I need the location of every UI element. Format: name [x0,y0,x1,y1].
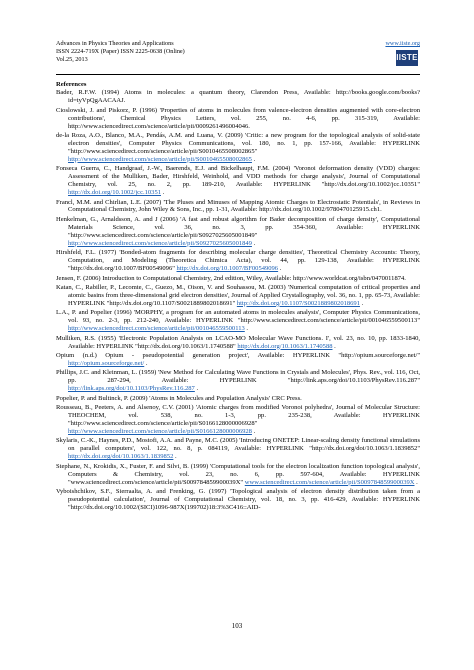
reference-link[interactable]: http://dx.doi.org/10.1107/S0021889802018691 [236,299,360,307]
reference-tail: . [194,385,199,393]
journal-title: Advances in Physics Theories and Applications [56,40,174,47]
reference-tail: . [278,265,282,272]
page-header [56,40,420,74]
reference-tail: . [332,342,336,350]
reference-text: L.A., P. and Popelier (1996) 'MORPHY, a program for an automated atoms in molecules analysis', Computer Physics Communications, vol. 93, no. 2-3, pp. 212-240, Available: HYPERLINK "http://www.sciencedirect.com/science/article/pii/001046559500113" [56,309,420,325]
reference-item [56,275,420,283]
reference-item [56,463,420,487]
reference-link[interactable]: www.sciencedirect.com/science/article/pii/S009784859900039X [244,478,415,486]
reference-item [56,352,420,368]
reference-text: Cioslowski, J. and Piskorz, P. (1996) 'Properties of atoms in molecules from valence-electron densities augmented with core-electron contributions', Chemical Physics Letters, vol. 255, no. 4-6, pp. 315-319, Available: http://www.sciencedirect.com/science/article/pii/0009261496004046. [56,106,420,130]
reference-item [56,199,420,215]
reference-item [56,165,420,197]
reference-link[interactable]: http://dx.doi.org/10.1002/jcc.10351 [68,189,161,197]
reference-text: Stephane, N., Krokidis, X., Fuster, F. and Silvi, B. (1999) 'Computational tools for the electron localization function topological analysis', Computers & Chemistry, vol. 23, no. 6, pp. 597-604, Available: HYPERLINK "www.sciencedirect.com/science/article/pii/S009784859900039X" [56,462,420,486]
reference-text: de-la Roza, A.O., Blanco, M.A., Pendás, A.M. and Luana, V. (2009) 'Critic: a new program for the topological analysis of solid-state electron densities', Computer Physics Communications, vol. 180, no. 1, pp. 157-166, Available: HYPERLINK "http://www.sciencedirect.com/science/article/pii/S0010465508002865" [56,132,420,155]
reference-link[interactable]: http://dx.doi.org/doi/10.1063/1.1839852 [68,453,174,461]
reference-link[interactable]: http://www.sciencedirect.com/science/article/pii/S0010465508002865 [68,155,252,163]
reference-item [56,404,420,436]
reference-link[interactable]: http://dx.doi.org/10.1063/1.1740588 [237,342,333,350]
reference-text: Jensen, F. (2006) Introduction to Computational Chemistry, 2nd edition, Wiley, Available: http://www.worldcat.org/isbn/0470011874. [56,274,406,282]
reference-link[interactable]: http://www.sciencedirect.com/science/article/pii/S0166128000006928 [68,427,252,435]
reference-item [56,437,420,461]
reference-tail: . [173,453,177,461]
reference-tail: . [251,427,256,435]
references-section [56,81,420,513]
page-number: 103 [231,622,243,630]
reference-text: Vyboishchikov, S.F., Sierraalta, A. and Frenking, G. (1997) 'Topological analysis of electron density distribution taken from a pseudopotential calculation', Journal of Computational Chemistry, vol. 18, no. 3, pp. 416-429, Available: HYPERLINK "http://dx.doi.org/10.1002/(SICI)1096-987X(199702)18:3%3C416::AID- [56,488,420,511]
reference-item [56,107,420,131]
reference-text: Rousseau, B., Peeters, A. and Alsenoy, C.V. (2001) 'Atomic charges from modified Voronoi polyhedra', Journal of Molecular Structure: THEOCHEM, vol. 538, no. 1-3, pp. 235-238, Available: HYPERLINK "http://www.sciencedirect.com/science/article/pii/S0166128000006928" [56,404,420,428]
reference-tail: . [144,359,148,367]
reference-text: Bader, R.F.W. (1994) Atoms in molecules: a quantum theory, Clarendon Press, Available: http://books.google.com/books?id=tyVpQgAACAAJ. [56,89,420,105]
header-divider [56,74,420,75]
reference-tail: . [244,325,249,333]
reference-text: Hirshfeld, F.L. (1977) 'Bonded-atom fragments for describing molecular charge densities', Theoretical Chemistry Accounts: Theory, Computation, and Modeling (Theoretica Chimica Acta), vol. 44, pp. 129-138, Available: HYPERLINK "http://dx.doi.org/10.1007/BF00549096" [56,249,420,272]
journal-volume: Vol.25, 2013 [56,56,88,64]
reference-text: Katan, C., Rabiller, P., Lecomte, C., Guezo, M., Oison, V. and Souhassou, M. (2003) 'Numerical computation of critical properties and atomic basins from three-dimensional grid electron densities', Journal of Applied Crystallography, vol. 36, no. 1, pp. 65-73, Available: HYPERLINK "http://dx.doi.org/10.1107/S0021889802018691" [56,284,420,307]
iiste-logo: IISTE [396,50,418,66]
reference-link[interactable]: http://www.sciencedirect.com/science/article/pii/S0927025605001849 [68,239,252,247]
reference-item [56,335,420,351]
reference-text: Henkelman, G., Arnaldsson, A. and J (2006) 'A fast and robust algorithm for Bader decomposition of charge density', Computational Materials Science, vol. 36, no. 3, pp. 354-360, Available: HYPERLINK "http://www.sciencedirect.com/science/article/pii/S0927025605001849" [56,215,420,239]
reference-text: Phillips, J.C. and Kleinman, L. (1959) 'New Method for Calculating Wave Functions in Crystals and Molecules', Phys. Rev., vol. 116, Oct, pp. 287-294, Available: HYPERLINK "http://link.aps.org/doi/10.1103/PhysRev.116.287" [56,369,420,385]
reference-item [56,284,420,308]
reference-text: Popelier, P. and Bultinck, P. (2009) 'Atoms in Molecules and Population Analysis' CRC Press. [56,394,302,402]
reference-link[interactable]: http://www.sciencedirect.com/science/article/pii/001046559500113 [68,325,245,333]
reference-text: Skylaris, C.-K., Haynes, P.D., Mostofi, A.A. and Payne, M.C. (2005) 'Introducing ONETEP: Linear-scaling density functional simulations on parallel computers', vol. 122, no. 8, p. 084119, Available: HYPERLINK "http://dx.doi.org/doi/10.1063/1.1839852" [56,437,420,453]
reference-link[interactable]: http://opium.sourceforge.net/ [68,359,145,367]
reference-link[interactable]: http://dx.doi.org/10.1007/BF00549096 [176,265,279,272]
reference-text: Mulliken, R.S. (1955) 'Electronic Population Analysis on LCAO-MO Molecular Wave Functions. I', vol. 23, no. 10, pp. 1833-1840, Available: HYPERLINK "http://dx.doi.org/10.1063/1.1740588" [56,334,420,350]
reference-link[interactable]: http://link.aps.org/doi/10.1103/PhysRev.116.287 [68,385,195,393]
reference-tail: . [359,299,364,307]
reference-item [56,309,420,333]
reference-item [56,395,420,403]
references-list [56,89,420,511]
references-heading: References [56,81,87,88]
site-link[interactable]: www.iiste.org [385,40,420,47]
reference-tail: . [251,155,256,163]
reference-item [56,216,420,248]
journal-issn: ISSN 2224-719X (Paper) ISSN 2225-0638 (Online) [56,48,185,56]
reference-tail: . [161,189,165,197]
reference-tail: . [251,239,256,247]
reference-item [56,488,420,512]
reference-item [56,369,420,393]
reference-item [56,132,420,164]
reference-item [56,89,420,105]
reference-item [56,249,420,273]
reference-tail: . [414,478,418,486]
reference-text: Francl, M.M. and Chirlian, L.E. (2007) 'The Pluses and Minuses of Mapping Atomic Charges to Electrostatic Potentials', in Reviews in Computational Chemistry, John Wiley & Sons, Inc., pp. 1-31, Available: http://dx.doi.org/10.1002/9780470125915.ch1. [56,198,420,214]
reference-text: Fonseca Guerra, C., Handgraaf, J.-W., Baerends, E.J. and Bickelhaupt, F.M. (2004) 'Voronoi deformation density (VDD) charges: Assessment of the Mulliken, Bader, Hirshfeld, Weinhold, and VDD methods for charge analysis', Journal of Computational Chemistry, vol. 25, no. 2, pp. 189-210, Available: HYPERLINK "http://dx.doi.org/10.1002/jcc.10351" [56,165,420,189]
journal-info [56,40,420,65]
reference-text: Opium (n.d.) Opium - pseudopotential generation project', Available: HYPERLINK "http://opium.sourceforge.net/" [56,352,420,360]
